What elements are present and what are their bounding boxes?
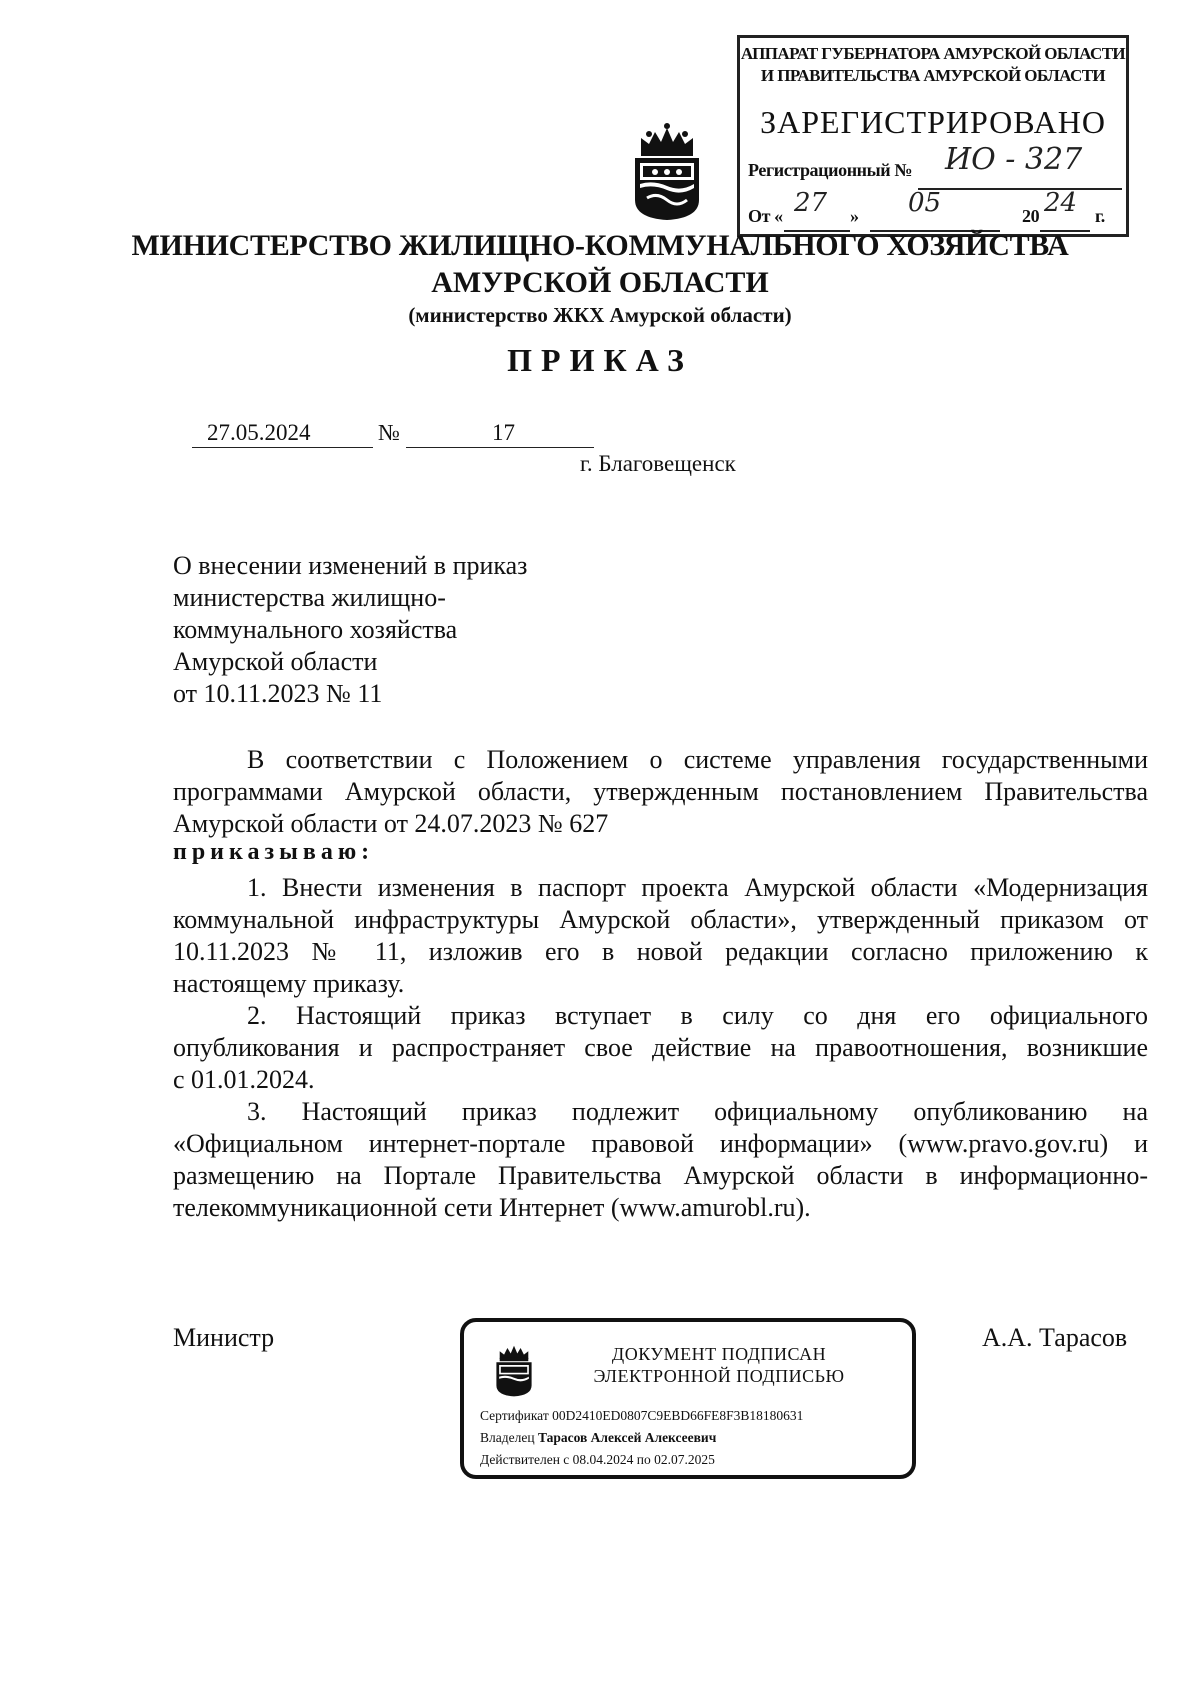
esig-owner-value: Тарасов Алексей Алексеевич bbox=[537, 1430, 717, 1445]
text-line: программами Амурской области, утвержденным постановлением Правительства bbox=[173, 777, 1148, 806]
order-date-underline bbox=[192, 447, 373, 448]
text-line: коммунальной инфраструктуры Амурской области», утвержденный приказом от bbox=[173, 905, 1148, 934]
ministry-name-line2: АМУРСКОЙ ОБЛАСТИ bbox=[431, 266, 769, 299]
text-line: 2. Настоящий приказ вступает в силу со дня его официального bbox=[247, 1001, 1148, 1030]
text-line: 1. Внести изменения в паспорт проекта Амурской области «Модернизация bbox=[247, 873, 1148, 902]
document-type-title: ПРИКАЗ bbox=[507, 342, 693, 378]
subject-line: О внесении изменений в приказ bbox=[173, 551, 528, 580]
stamp-org-line2: И ПРАВИТЕЛЬСТВА АМУРСКОЙ ОБЛАСТИ bbox=[760, 66, 1106, 85]
subject-line: коммунального хозяйства bbox=[173, 615, 458, 644]
order-number-label: № bbox=[378, 420, 400, 445]
esig-owner-row bbox=[480, 1430, 716, 1446]
text-line: с 01.01.2024. bbox=[173, 1065, 315, 1094]
stamp-day: 27 bbox=[794, 188, 828, 218]
signatory-name: А.А. Тарасов bbox=[982, 1323, 1128, 1352]
stamp-reg-underline bbox=[918, 188, 1122, 190]
text-line: 10.11.2023 № 11, изложив его в новой редакции согласно приложению к bbox=[173, 937, 1148, 966]
registration-stamp bbox=[737, 35, 1129, 237]
amur-region-emblem-icon bbox=[627, 122, 707, 222]
subject-line: Амурской области bbox=[173, 647, 378, 676]
electronic-signature-stamp bbox=[460, 1318, 916, 1479]
esig-heading-line1: ДОКУМЕНТ ПОДПИСАН bbox=[611, 1344, 827, 1364]
stamp-reg-label: Регистрационный № bbox=[748, 160, 913, 180]
order-date: 27.05.2024 bbox=[207, 420, 311, 445]
preamble-paragraph bbox=[173, 744, 1148, 840]
esig-valid-label: Действителен с bbox=[480, 1452, 570, 1467]
text-line: В соответствии с Положением о системе управления государственными bbox=[247, 745, 1148, 774]
esig-valid-to: 02.07.2025 bbox=[654, 1452, 715, 1467]
stamp-year-end: г. bbox=[1095, 206, 1105, 226]
stamp-date-prefix: От « bbox=[748, 206, 783, 226]
esig-valid-from: 08.04.2024 bbox=[572, 1452, 634, 1467]
order-item-3 bbox=[173, 1096, 1148, 1224]
esig-validity-row bbox=[480, 1452, 715, 1468]
text-line: опубликования и распространяет свое действие на правоотношения, возникшие bbox=[173, 1033, 1148, 1062]
order-item-2 bbox=[173, 1000, 1148, 1096]
esig-certificate-row bbox=[480, 1408, 803, 1424]
order-item-1 bbox=[173, 872, 1148, 1000]
ministry-name-line1: МИНИСТЕРСТВО ЖИЛИЩНО-КОММУНАЛЬНОГО ХОЗЯЙСТВА bbox=[131, 229, 1069, 262]
stamp-reg-number: ИО - 327 bbox=[945, 142, 1083, 177]
text-line: Амурской области от 24.07.2023 № 627 bbox=[173, 809, 609, 838]
text-line: 3. Настоящий приказ подлежит официальному опубликованию на bbox=[247, 1097, 1148, 1126]
text-line: «Официальном интернет-портале правовой информации» (www.pravo.gov.ru) и bbox=[173, 1129, 1148, 1158]
esig-cert-value: 00D2410ED0807C9EBD66FE8F3B18180631 bbox=[552, 1408, 804, 1423]
esig-heading-line2: ЭЛЕКТРОННОЙ ПОДПИСЬЮ bbox=[593, 1366, 845, 1386]
subject-line: от 10.11.2023 № 11 bbox=[173, 679, 383, 708]
esig-cert-label: Сертификат bbox=[480, 1408, 549, 1423]
signatory-title: Министр bbox=[173, 1323, 275, 1352]
command-word: приказываю: bbox=[173, 839, 375, 865]
stamp-date-mid: » bbox=[850, 206, 859, 226]
stamp-year-suffix: 24 bbox=[1044, 188, 1078, 218]
stamp-month: 05 bbox=[908, 188, 942, 218]
text-line: телекоммуникационной сети Интернет (www.amurobl.ru). bbox=[173, 1193, 811, 1222]
stamp-status: ЗАРЕГИСТРИРОВАНО bbox=[760, 104, 1106, 140]
stamp-year-prefix: 20 bbox=[1022, 206, 1040, 226]
ministry-short-name: (министерство ЖКХ Амурской области) bbox=[408, 303, 792, 327]
text-line: настоящему приказу. bbox=[173, 969, 405, 998]
subject-line: министерства жилищно- bbox=[173, 583, 446, 612]
order-number: 17 bbox=[492, 420, 515, 445]
order-number-underline bbox=[406, 447, 594, 448]
esig-owner-label: Владелец bbox=[480, 1430, 535, 1445]
amur-region-emblem-icon bbox=[492, 1342, 536, 1398]
order-city: г. Благовещенск bbox=[580, 451, 736, 476]
stamp-org-line1: АППАРАТ ГУБЕРНАТОРА АМУРСКОЙ ОБЛАСТИ bbox=[740, 44, 1126, 63]
text-line: размещению на Портале Правительства Амурской области в информационно- bbox=[173, 1161, 1148, 1190]
esig-valid-to-label: по bbox=[636, 1452, 651, 1467]
